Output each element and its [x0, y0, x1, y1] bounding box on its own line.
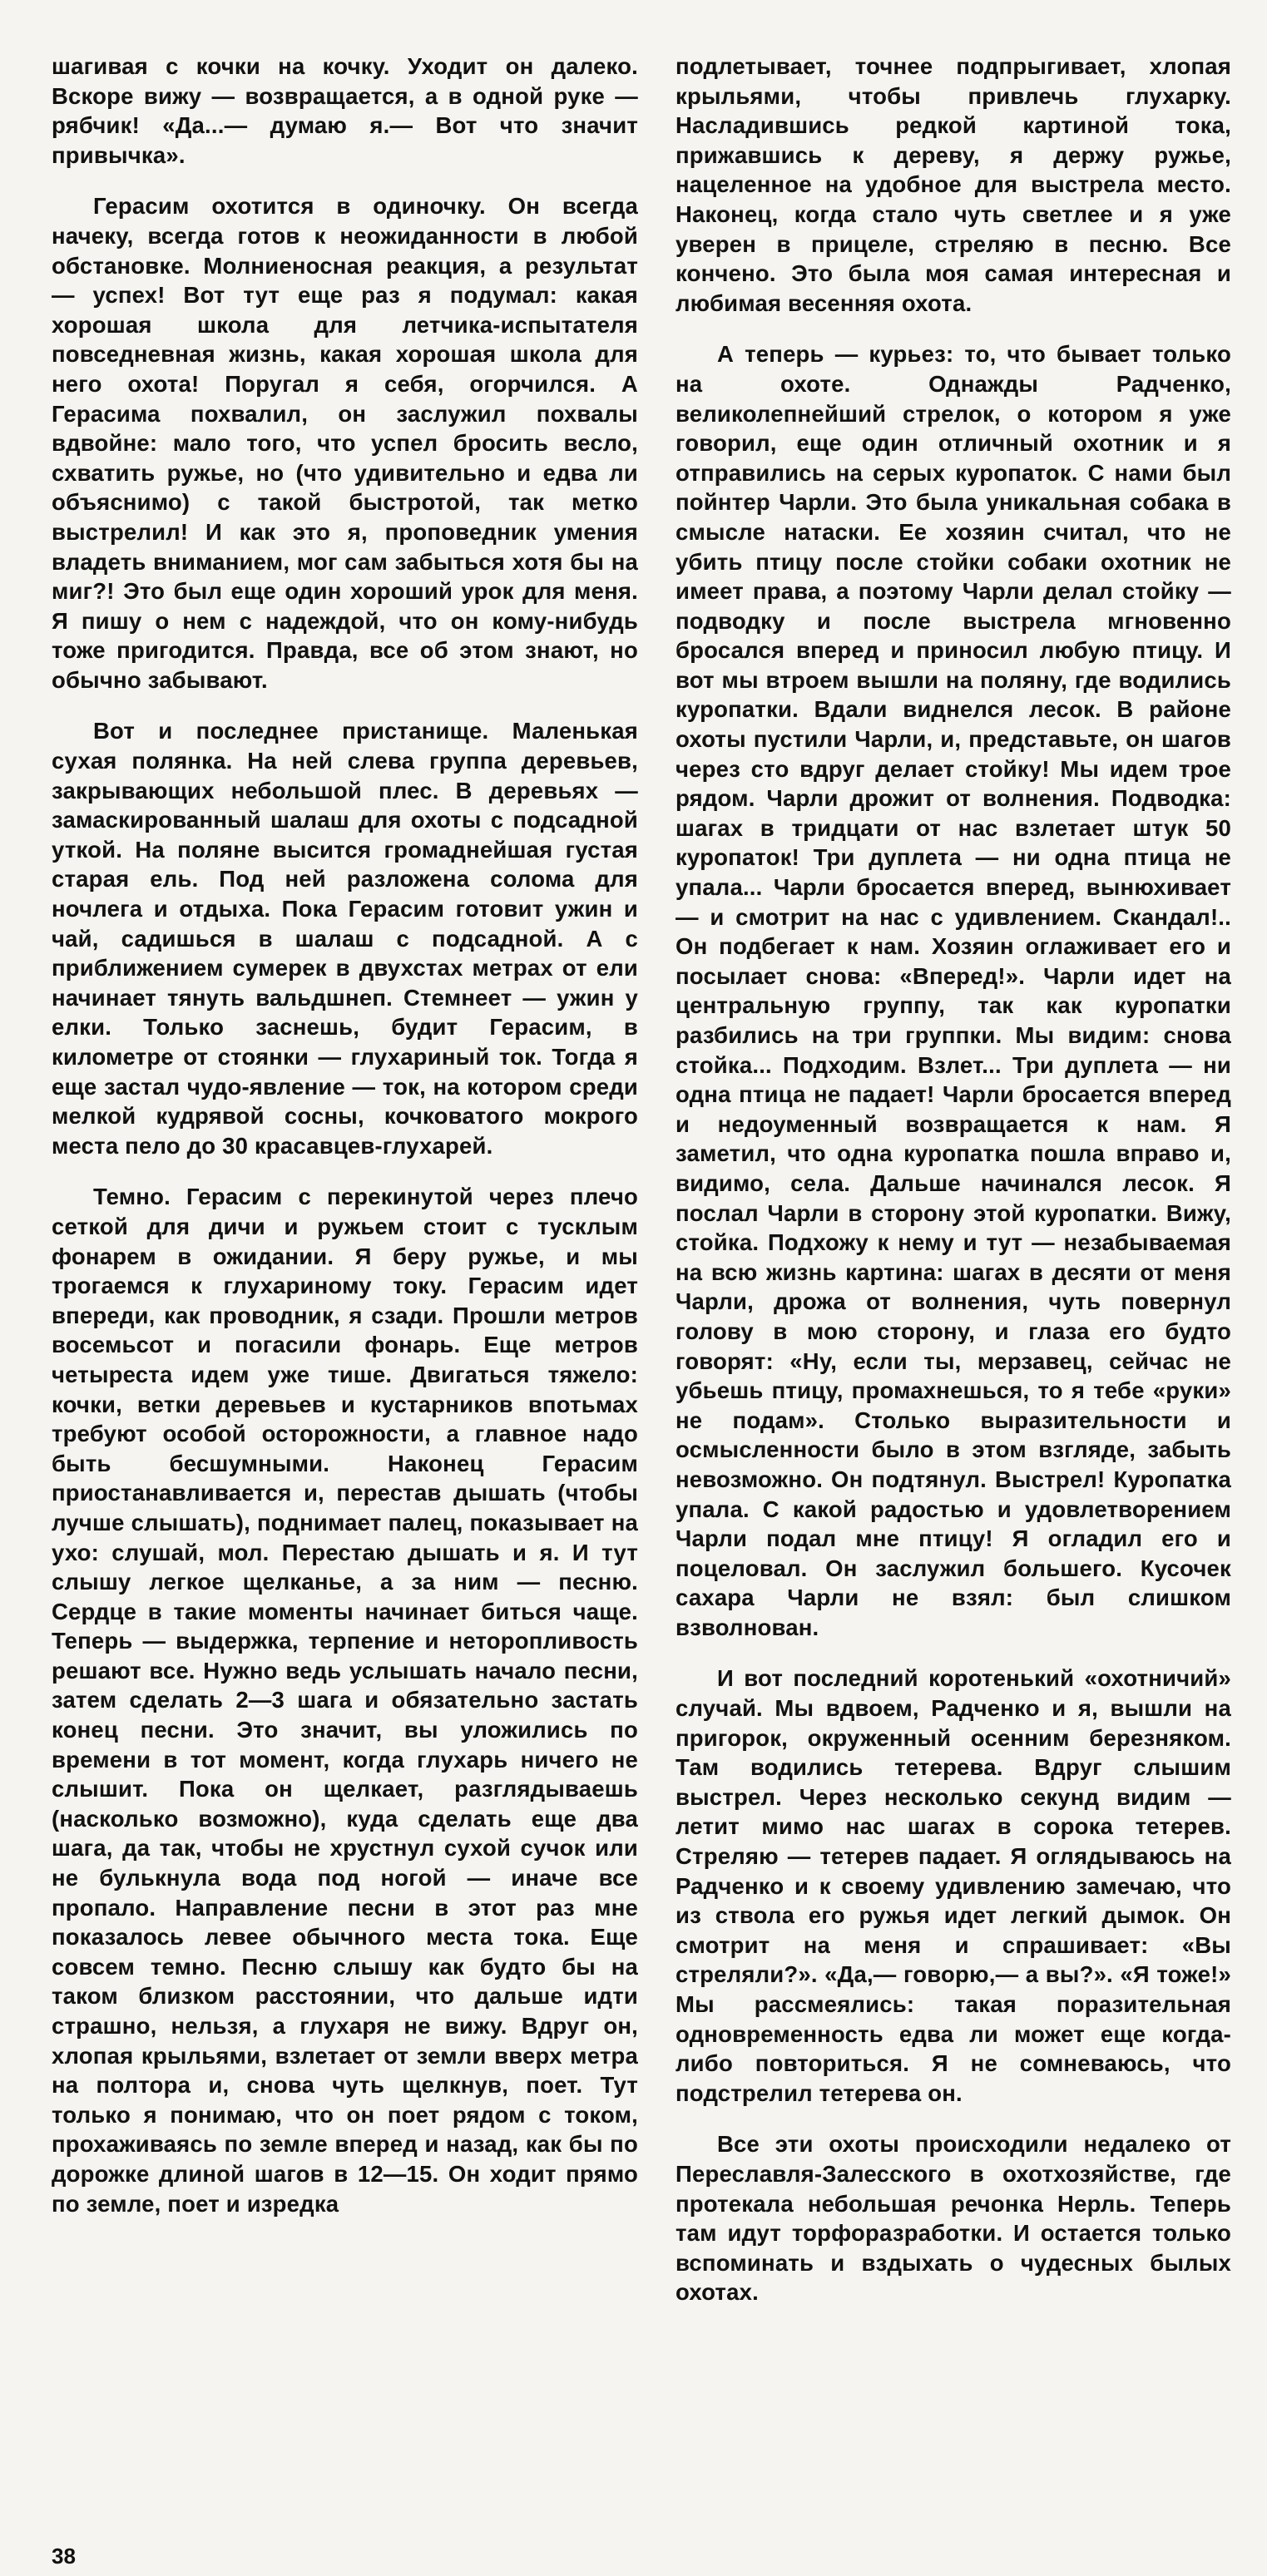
page-body [52, 52, 1231, 2329]
left-column [52, 52, 638, 2329]
page-number: 38 [52, 2544, 76, 2569]
paragraph: Все эти охоты происходили недалеко от Переславля-Залесского в охотхозяйстве, где протекала небольшая речонка Нерль. Теперь там идут торфоразработки. И остается только вспоминать и вздыхать о чудесных былых охотах. [676, 2131, 1231, 2306]
paragraph: А теперь — курьез: то, что бывает только на охоте. Однажды Радченко, великолепнейший стрелок, о котором я уже говорил, еще один отличный охотник и я отправились на серых куропаток. С нами был пойнтер Чарли. Это была уникальная собака в смысле натаски. Ее хозяин считал, что не убить птицу после стойки собаки охотник не имеет права, а поэтому Чарли делал стойку — подводку и после выстрела мгновенно бросался вперед и приносил любую птицу. И вот мы втроем вышли на поляну, где водились куропатки. Вдали виднелся лесок. В районе охоты пустили Чарли, и, представьте, он шагов через сто вдруг делает стойку! Мы идем трое рядом. Чарли дрожит от волнения. Подводка: шагах в тридцати от нас взлетает штук 50 куропаток! Три дуплета — ни одна птица не упала... Чарли бросается вперед, вынюхивает — и смотрит на нас с удивлением. Скандал!.. Он подбегает к нам. Хозяин оглаживает его и посылает снова: «Вперед!». Чарли идет на центральную группу, так как куропатки разбились на три группки. Мы видим: снова стойка... Подходим. Взлет... Три дуплета — ни одна птица не падает! Чарли бросается вперед и недоуменный возвращается к нам. Я заметил, что одна куропатка пошла вправо и, видимо, села. Дальше начинался лесок. Я послал Чарли в сторону этой куропатки. Вижу, стойка. Подхожу к нему и тут — незабываемая на всю жизнь картина: шагах в десяти от меня Чарли, дрожа от волнения, чуть повернул голову в мою сторону, и глаза его будто говорят: «Ну, если ты, мерзавец, сейчас не убьешь птицу, промахнешься, то я тебе «руки» не подам». Столько выразительности и осмысленности было в этом взгляде, забыть невозможно. Он подтянул. Выстрел! Куропатка упала. С какой радостью и удовлетворением Чарли подал мне птицу! Я огладил его и поцеловал. Он заслужил большего. Кусочек сахара Чарли не взял: был слишком взволнован. [676, 341, 1231, 1640]
paragraph: шагивая с кочки на кочку. Уходит он далеко. Вскоре вижу — возвращается, а в одной руке — рябчик! «Да...— думаю я.— Вот что значит привычка». [52, 53, 638, 168]
paragraph: Вот и последнее пристанище. Маленькая сухая полянка. На ней слева группа деревьев, закрывающих небольшой плес. В деревьях — замаскированный шалаш для охоты с подсадной уткой. На поляне высится громаднейшая густая старая ель. Под ней разложена солома для ночлега и отдыха. Пока Герасим готовит ужин и чай, садишься в шалаш с подсадной. А с приближением сумерек в двухстах метрах от ели начинает тянуть вальдшнеп. Стемнеет — ужин у елки. Только заснешь, будит Герасим, в километре от стоянки — глухариный ток. Тогда я еще застал чудо-явление — ток, на котором среди мелкой кудрявой сосны, кочковатого мокрого места пело до 30 красавцев-глухарей. [52, 718, 638, 1159]
right-column [676, 52, 1231, 2329]
paragraph: Темно. Герасим с перекинутой через плечо сеткой для дичи и ружьем стоит с тусклым фонарем в ожидании. Я беру ружье, и мы трогаемся к глухариному току. Герасим идет впереди, как проводник, я сзади. Прошли метров восемьсот и погасили фонарь. Еще метров четыреста идем уже тише. Двигаться тяжело: кочки, ветки деревьев и кустарников впотьмах требуют особой осторожности, а главное надо быть бесшумными. Наконец Герасим приостанавливается и, перестав дышать (чтобы лучше слышать), поднимает палец, показывает на ухо: слушай, мол. Перестаю дышать и я. И тут слышу легкое щелканье, а за ним — песню. Сердце в такие моменты начинает биться чаще. Теперь — выдержка, терпение и неторопливость решают все. Нужно ведь услышать начало песни, затем сделать 2—3 шага и обязательно застать конец песни. Это значит, вы уложились по времени в тот момент, когда глухарь ничего не слышит. Пока он щелкает, разглядываешь (насколько возможно), куда сделать еще два шага, да так, чтобы не хрустнул сухой сучок или не булькнула вода под ногой — иначе все пропало. Направление песни в этот раз мне показалось левее обычного места тока. Еще совсем темно. Песню слышу как будто бы на таком близком расстоянии, что дальше идти страшно, нельзя, а глухаря не вижу. Вдруг он, хлопая крыльями, взлетает от земли вверх метра на полтора и, снова чуть щелкнув, поет. Тут только я понимаю, что он поет рядом с током, прохаживаясь по земле вперед и назад, как бы по дорожке длиной шагов в 12—15. Он ходит прямо по земле, поет и изредка [52, 1184, 638, 2217]
paragraph: И вот последний коротенький «охотничий» случай. Мы вдвоем, Радченко и я, вышли на пригорок, окруженный осенним березняком. Там водились тетерева. Вдруг слышим выстрел. Через несколько секунд видим — летит мимо нас шагах в сорока тетерев. Стреляю — тетерев падает. Я оглядываюсь на Радченко и к своему удивлению замечаю, что из ствола его ружья идет легкий дымок. Он смотрит на меня и спрашивает: «Вы стреляли?». «Да,— говорю,— а вы?». «Я тоже!» Мы рассмеялись: такая поразительная одновременность едва ли может еще когда-либо повториться. Я не сомневаюсь, что подстрелил тетерева он. [676, 1665, 1231, 2106]
paragraph: подлетывает, точнее подпрыгивает, хлопая крыльями, чтобы привлечь глухарку. Насладившись редкой картиной тока, прижавшись к дереву, я держу ружье, нацеленное на удобное для выстрела место. Наконец, когда стало чуть светлее и я уже уверен в прицеле, стреляю в песню. Все кончено. Это была моя самая интересная и любимая весенняя охота. [676, 53, 1231, 316]
paragraph: Герасим охотится в одиночку. Он всегда начеку, всегда готов к неожиданности в любой обстановке. Молниеносная реакция, а результат — успех! Вот тут еще раз я подумал: какая хорошая школа для летчика-испытателя повседневная жизнь, какая хорошая школа для него охота! Поругал я себя, огорчился. А Герасима похвалил, он заслужил похвалы вдвойне: мало того, что успел бросить весло, схватить ружье, но (что удивительно и едва ли объяснимо) с такой быстротой, так метко выстрелил! И как это я, проповедник умения владеть вниманием, мог сам забыться хотя бы на миг?! Это был еще один хороший урок для меня. Я пишу о нем с надеждой, что он кому-нибудь тоже пригодится. Правда, все об этом знают, но обычно забывают. [52, 193, 638, 693]
